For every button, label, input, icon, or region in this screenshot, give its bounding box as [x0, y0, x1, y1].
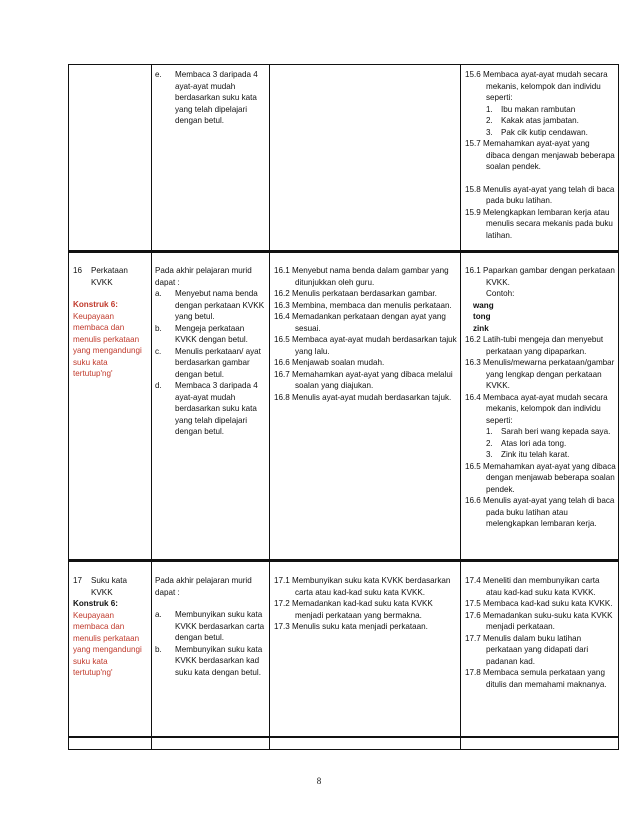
- activity-item: 16.4 Membaca ayat-ayat mudah secara mekanis, kelompok dan individu seperti:: [465, 392, 608, 425]
- lesson-title: [73, 265, 149, 288]
- lesson-number: 16: [73, 266, 83, 275]
- column-divider: [618, 64, 619, 750]
- row1-objectives-cell: [155, 265, 267, 438]
- content-item: 17.3 Menulis suku kata menjadi perkataan.: [274, 622, 428, 631]
- objectives-intro: Pada akhir pelajaran murid dapat :: [155, 576, 252, 597]
- activity-item: 15.6 Membaca ayat-ayat mudah secara mekanis, kelompok dan individu seperti:: [465, 70, 608, 102]
- activity-item: 16.6 Menulis ayat-ayat yang telah di baca pada buku latihan atau melengkapkan lembaran kerja.: [465, 496, 615, 528]
- content-item: 17.2 Memadankan kad-kad suku kata KVKK menjadi perkataan yang bermakna.: [274, 599, 433, 620]
- content-item: 16.4 Memadankan perkataan dengan ayat yang sesuai.: [274, 312, 446, 333]
- construct-label: Konstruk 6:: [73, 300, 118, 309]
- objective-text: Membaca 3 daripada 4 ayat-ayat mudah berdasarkan suku kata yang telah dipelajari dengan betul.: [175, 70, 258, 125]
- example-sentence: 3. Pak cik kutip cendawan.: [486, 127, 588, 137]
- objective-item: [155, 69, 265, 127]
- column-divider: [151, 64, 152, 750]
- page-number: 8: [316, 776, 322, 786]
- objective-letter: e.: [155, 70, 162, 79]
- construct-label: Konstruk 6:: [73, 599, 118, 608]
- activity-item: 15.7 Memahamkan ayat-ayat yang dibaca dengan menjawab beberapa soalan pendek.: [465, 139, 615, 171]
- column-divider: [68, 64, 69, 750]
- activity-item: 17.5 Membaca kad-kad suku kata KVKK.: [465, 599, 613, 608]
- objective-item: b. Mengeja perkataan KVKK dengan betul.: [155, 323, 248, 344]
- row2-activities-cell: [465, 575, 616, 690]
- content-item: 16.5 Membaca ayat-ayat mudah berdasarkan tajuk yang lalu.: [274, 335, 457, 356]
- row2-content-cell: [274, 575, 458, 633]
- activity-item: 17.8 Membaca semula perkataan yang ditulis dan memahami maknanya.: [465, 668, 607, 689]
- row1-content-cell: [274, 265, 458, 403]
- construct-text: Keupayaan membaca dan menulis perkataan yang mengandungi suku kata tertutup'ng': [73, 311, 142, 378]
- objectives-intro: Pada akhir pelajaran murid dapat :: [155, 266, 252, 287]
- row2-topic-cell: [73, 575, 149, 679]
- row2-objectives-cell: [155, 575, 267, 678]
- content-item: 16.6 Menjawab soalan mudah.: [274, 358, 385, 367]
- objective-item: a. Menyebut nama benda dengan perkataan KVKK yang betul.: [155, 289, 265, 321]
- lesson-number: 17: [73, 576, 83, 585]
- row0-objectives-cell: [155, 69, 265, 127]
- activity-item: 16.1 Paparkan gambar dengan perkataan KVKK.: [465, 266, 615, 287]
- content-item: 16.2 Menulis perkataan berdasarkan gambar.: [274, 289, 437, 298]
- example-sentence: 2. Atas lori ada tong.: [486, 438, 567, 448]
- activity-item: 17.4 Meneliti dan membunyikan carta atau kad-kad suku kata KVKK.: [465, 576, 600, 597]
- column-divider: [269, 64, 270, 750]
- construct-text: Keupayaan membaca dan menulis perkataan yang mengandungi suku kata tertutup'ng': [73, 610, 142, 677]
- content-item: 16.8 Menulis ayat-ayat mudah berdasarkan tajuk.: [274, 392, 452, 402]
- example-word: zink: [473, 323, 489, 333]
- lesson-name: Perkataan KVKK: [91, 266, 128, 287]
- objective-item: d. Membaca 3 daripada 4 ayat-ayat mudah berdasarkan suku kata yang telah dipelajari dengan betul.: [155, 381, 258, 436]
- activity-item: 15.8 Menulis ayat-ayat yang telah di baca pada buku latihan.: [465, 184, 615, 205]
- activity-item: 17.7 Menulis dalam buku latihan perkataan yang didapati dari padanan kad.: [465, 633, 589, 666]
- objective-item: a. Membunyikan suku kata KVKK berdasarkan carta dengan betul.: [155, 610, 265, 642]
- example-sentence: 2. Kakak atas jambatan.: [486, 116, 579, 125]
- content-item: 16.1 Menyebut nama benda dalam gambar yang ditunjukkan oleh guru.: [274, 266, 449, 287]
- example-word: wang: [473, 300, 494, 310]
- content-item: 17.1 Membunyikan suku kata KVKK berdasarkan carta atau kad-kad suku kata KVKK.: [274, 576, 451, 597]
- example-label: Contoh:: [486, 289, 515, 298]
- lesson-plan-table: [68, 64, 619, 750]
- activity-item: 16.5 Memahamkan ayat-ayat yang dibaca dengan menjawab beberapa soalan pendek.: [465, 461, 616, 494]
- row0-activities-cell: [465, 69, 615, 241]
- lesson-title: [73, 575, 149, 598]
- objective-item: b. Membunyikan suku kata KVKK berdasarkan kad suku kata dengan betul.: [155, 644, 263, 677]
- row1-topic-cell: [73, 265, 149, 380]
- content-item: 16.7 Memahamkan ayat-ayat yang dibaca melalui soalan yang diajukan.: [274, 369, 453, 390]
- activity-item: 16.2 Latih-tubi mengeja dan menyebut perkataan yang dipaparkan.: [465, 335, 604, 356]
- activity-item: 16.3 Menulis/mewarna perkataan/gambar yang lengkap dengan perkataan KVKK.: [465, 358, 615, 390]
- activity-item: 15.9 Melengkapkan lembaran kerja atau menulis secara mekanis pada buku latihan.: [465, 207, 613, 240]
- example-sentence: 1. Sarah beri wang kepada saya.: [486, 427, 611, 436]
- example-sentence: 1. Ibu makan rambutan: [486, 104, 576, 114]
- objective-item: c. Menulis perkataan/ ayat berdasarkan gambar dengan betul.: [155, 346, 261, 379]
- example-sentence: 3. Zink itu telah karat.: [486, 450, 570, 459]
- content-item: 16.3 Membina, membaca dan menulis perkataan.: [274, 300, 452, 310]
- row1-activities-cell: [465, 265, 616, 530]
- activity-item: 17.6 Memadankan suku-suku kata KVKK menjadi perkataan.: [465, 610, 613, 631]
- column-divider: [460, 64, 461, 750]
- lesson-name: Suku kata KVKK: [91, 576, 127, 597]
- example-word: tong: [473, 312, 491, 321]
